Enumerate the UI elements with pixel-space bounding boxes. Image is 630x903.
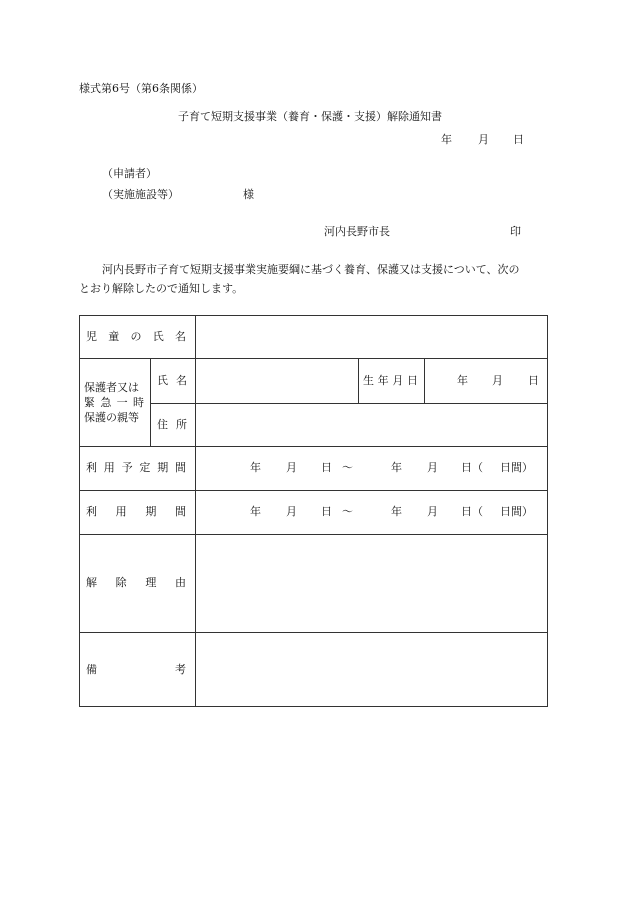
issuer-name: 河内長野市長 <box>324 225 390 238</box>
label-char: 用 <box>115 505 127 518</box>
date-year: 年 <box>441 133 452 146</box>
row-divider <box>79 632 548 633</box>
label-char: 時 <box>132 396 144 409</box>
label-char: 定 <box>139 461 151 474</box>
label-char: 予 <box>121 461 133 474</box>
label-char: 名 <box>175 330 186 343</box>
period-unit: 月 <box>286 461 297 474</box>
label-char: 児 <box>86 330 97 343</box>
period-unit: 月 <box>427 505 438 518</box>
label-char: 緊 <box>84 396 95 409</box>
label-char: 童 <box>108 330 120 343</box>
remarks-field[interactable] <box>203 642 540 700</box>
label-char: 住 <box>157 418 168 431</box>
period-unit: 年 <box>391 461 402 474</box>
label-char: 利 <box>86 505 97 518</box>
label-char: 氏 <box>152 330 164 343</box>
row-divider <box>79 490 548 491</box>
label-char: 期 <box>157 461 169 474</box>
label-char: 用 <box>103 461 115 474</box>
date-day: 日 <box>513 133 524 146</box>
birth-day-unit: 日 <box>528 374 539 387</box>
label-char: の <box>130 330 142 343</box>
column-divider <box>150 358 151 446</box>
form-number: 様式第6号（第6条関係） <box>79 82 203 95</box>
period-days-unit: 日間） <box>500 505 533 518</box>
label-char: 月 <box>392 374 404 387</box>
planned-period-label <box>86 462 186 473</box>
period-unit: 年 <box>250 505 261 518</box>
birth-year-unit: 年 <box>457 374 468 387</box>
body-line-2: とおり解除したので通知します。 <box>79 282 244 295</box>
label-char: 名 <box>176 374 187 387</box>
label-char: 利 <box>86 461 97 474</box>
remarks-label <box>86 664 186 675</box>
column-divider <box>358 358 359 403</box>
label-char: 生 <box>363 374 374 387</box>
period-days-unit: 日間） <box>500 461 533 474</box>
label-char: 考 <box>175 663 186 676</box>
label-char: 一 <box>116 396 128 409</box>
guardian-label-2 <box>84 397 144 408</box>
birth-month-unit: 月 <box>492 374 503 387</box>
birthdate-label <box>363 375 418 386</box>
period-unit: 年 <box>391 505 402 518</box>
label-char: 期 <box>145 505 157 518</box>
label-char: 除 <box>115 576 127 589</box>
label-char: 間 <box>174 461 186 474</box>
facility-label: （実施施設等） <box>102 188 179 201</box>
document-title: 子育て短期支援事業（養育・保護・支援）解除通知書 <box>178 110 442 123</box>
label-char: 急 <box>100 396 112 409</box>
period-unit: 日 <box>321 505 332 518</box>
date-month: 月 <box>478 133 489 146</box>
label-char: 備 <box>86 663 97 676</box>
period-unit: 日 <box>321 461 332 474</box>
period-unit: 月 <box>427 461 438 474</box>
guardian-name-field[interactable] <box>203 372 353 390</box>
row-divider <box>150 403 548 404</box>
label-char: 解 <box>86 576 97 589</box>
column-divider <box>424 358 425 403</box>
child-name-field[interactable] <box>205 330 540 348</box>
reason-field[interactable] <box>203 545 540 625</box>
row-divider <box>79 534 548 535</box>
period-separator: ～ <box>342 505 353 518</box>
period-unit: 日（ <box>461 505 483 518</box>
reason-label <box>86 577 186 588</box>
period-unit: 日（ <box>461 461 483 474</box>
label-char: 理 <box>145 576 157 589</box>
label-char: 由 <box>174 576 186 589</box>
period-separator: ～ <box>342 461 353 474</box>
label-char: 間 <box>174 505 186 518</box>
guardian-name-label <box>157 375 187 386</box>
honorific: 様 <box>243 188 254 201</box>
child-name-label <box>86 331 186 342</box>
period-unit: 年 <box>250 461 261 474</box>
label-char: 氏 <box>157 374 168 387</box>
guardian-label-3: 保護の親等 <box>84 411 139 424</box>
period-unit: 月 <box>286 505 297 518</box>
body-line-1: 河内長野市子育て短期支援事業実施要綱に基づく養育、保護又は支援について、次の <box>102 263 520 276</box>
address-field[interactable] <box>203 416 540 434</box>
usage-period-label <box>86 506 186 517</box>
row-divider <box>79 446 548 447</box>
seal-mark: 印 <box>510 225 521 238</box>
label-char: 年 <box>377 374 389 387</box>
address-label <box>157 419 187 430</box>
applicant-label: （申請者） <box>102 167 157 180</box>
guardian-label-1: 保護者又は <box>84 381 139 394</box>
label-char: 所 <box>176 418 187 431</box>
column-divider <box>195 315 196 707</box>
label-char: 日 <box>406 374 418 387</box>
